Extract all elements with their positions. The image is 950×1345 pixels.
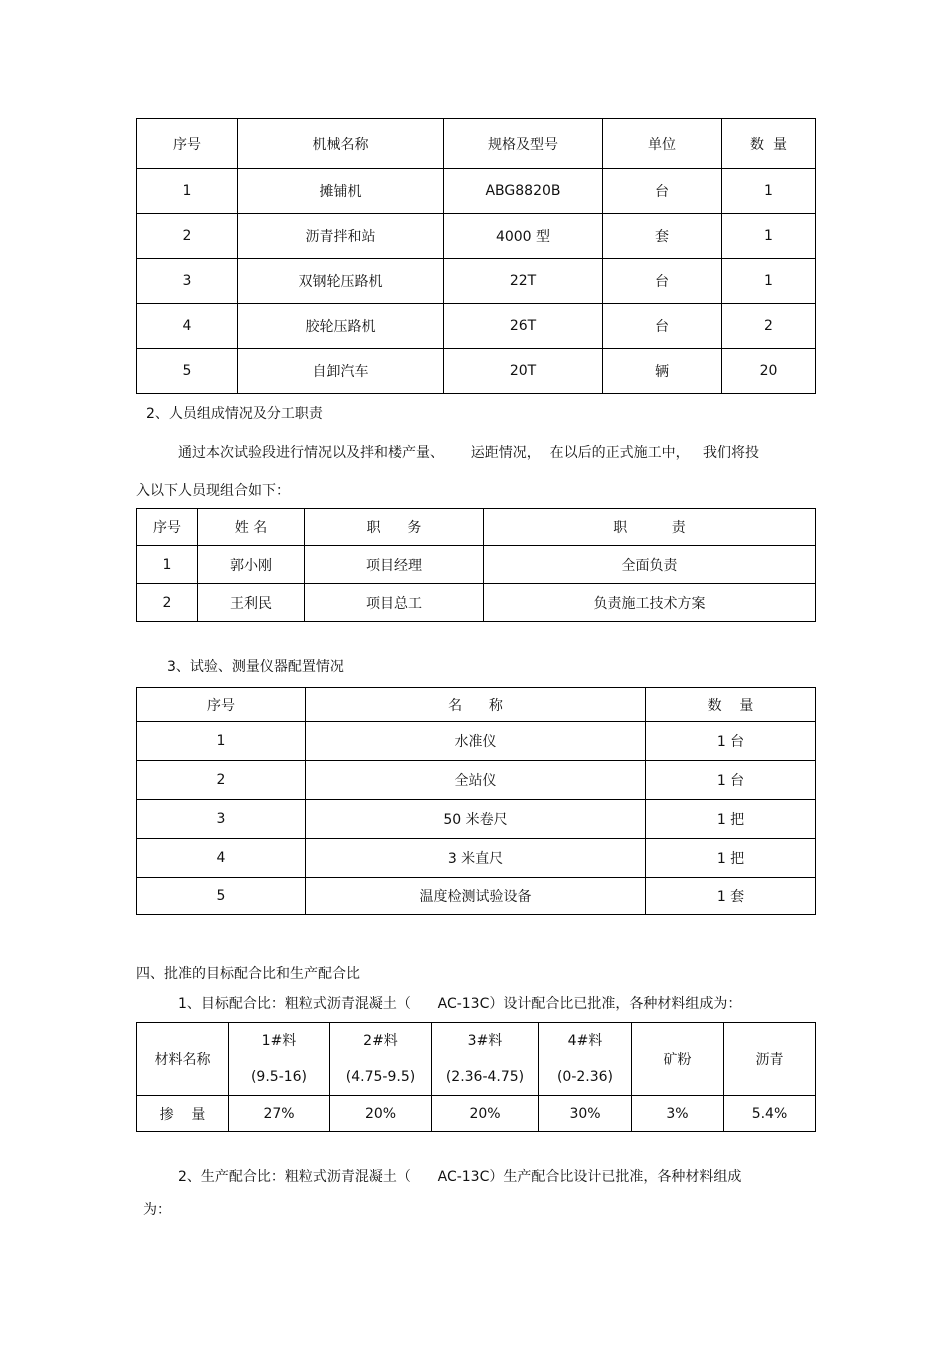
table-cell: 1 把 <box>646 800 816 839</box>
personnel-table <box>136 508 816 622</box>
header-cell: 职 责 <box>484 509 816 546</box>
header-cell: 矿粉 <box>632 1023 724 1096</box>
table-cell: 项目总工 <box>305 584 484 622</box>
table-cell: 辆 <box>603 349 722 394</box>
table-cell: ABG8820B <box>444 169 603 214</box>
header-cell <box>229 1023 330 1096</box>
table-cell: 郭小刚 <box>198 546 305 584</box>
table-cell: 4 <box>137 304 238 349</box>
instruments-table <box>136 687 816 915</box>
table-cell: 1 套 <box>646 878 816 915</box>
paragraph-line: 为： <box>143 1202 171 1218</box>
table-row <box>137 839 816 878</box>
table-cell: 2 <box>137 761 306 800</box>
header-cell: 序号 <box>137 119 238 169</box>
table-cell: 台 <box>603 304 722 349</box>
table-row <box>137 584 816 622</box>
table-row <box>137 546 816 584</box>
section-heading: 3、试验、测量仪器配置情况 <box>167 659 344 675</box>
table-cell: 5 <box>137 349 238 394</box>
header-cell: 机械名称 <box>238 119 444 169</box>
table-row <box>137 761 816 800</box>
table-cell: 1 <box>722 259 816 304</box>
table-cell: 1 <box>722 214 816 259</box>
table-cell: 沥青拌和站 <box>238 214 444 259</box>
paragraph-line: 通过本次试验段进行情况以及拌和楼产量、 运距情况， 在以后的正式施工中， 我们将投 <box>178 445 759 461</box>
table-cell: 50 米卷尺 <box>306 800 646 839</box>
table-cell: 3 <box>137 800 306 839</box>
table-cell: 22T <box>444 259 603 304</box>
table-row <box>137 214 816 259</box>
table-cell: 双钢轮压路机 <box>238 259 444 304</box>
header-cell: 序号 <box>137 688 306 722</box>
table-cell: 2 <box>722 304 816 349</box>
table-header-row <box>137 509 816 546</box>
header-cell <box>539 1023 632 1096</box>
table-cell: 2 <box>137 584 198 622</box>
table-cell: 1 台 <box>646 761 816 800</box>
material-range: (0-2.36) <box>556 1069 614 1085</box>
header-cell: 规格及型号 <box>444 119 603 169</box>
table-cell: 掺 量 <box>137 1096 229 1132</box>
material-name: 2#料 <box>363 1033 398 1049</box>
table-row <box>137 800 816 839</box>
header-cell: 姓 名 <box>198 509 305 546</box>
table-cell: 5 <box>137 878 306 915</box>
table-cell: 台 <box>603 169 722 214</box>
table-cell: 27% <box>229 1096 330 1132</box>
mix-table <box>136 1022 816 1132</box>
table-cell: 温度检测试验设备 <box>306 878 646 915</box>
table-cell: 1 台 <box>646 722 816 761</box>
table-cell: 4 <box>137 839 306 878</box>
table-cell: 26T <box>444 304 603 349</box>
header-cell <box>330 1023 432 1096</box>
machinery-table <box>136 118 816 394</box>
header-cell: 序号 <box>137 509 198 546</box>
material-name: 3#料 <box>467 1033 503 1049</box>
material-name: 4#料 <box>567 1033 603 1049</box>
table-cell: 20% <box>432 1096 539 1132</box>
paragraph-line: 入以下人员现组合如下： <box>136 483 290 499</box>
header-cell: 名 称 <box>306 688 646 722</box>
header-cell: 沥青 <box>724 1023 816 1096</box>
table-cell: 1 <box>137 546 198 584</box>
table-row <box>137 169 816 214</box>
table-row <box>137 878 816 915</box>
table-row <box>137 304 816 349</box>
table-header-row <box>137 688 816 722</box>
paragraph-line: 2、生产配合比：粗粒式沥青混凝土（ AC-13C）生产配合比设计已批准，各种材料组成 <box>178 1169 742 1185</box>
header-cell: 数 量 <box>646 688 816 722</box>
material-range: (4.75-9.5) <box>345 1069 416 1085</box>
material-range: (2.36-4.75) <box>445 1069 525 1085</box>
table-cell: 全面负责 <box>484 546 816 584</box>
table-cell: 3% <box>632 1096 724 1132</box>
table-cell: 台 <box>603 259 722 304</box>
table-cell: 1 把 <box>646 839 816 878</box>
section-heading: 2、人员组成情况及分工职责 <box>146 406 323 422</box>
table-cell: 水准仪 <box>306 722 646 761</box>
table-cell: 1 <box>722 169 816 214</box>
header-cell: 单位 <box>603 119 722 169</box>
table-cell: 王利民 <box>198 584 305 622</box>
header-cell: 材料名称 <box>137 1023 229 1096</box>
table-cell: 套 <box>603 214 722 259</box>
table-cell: 负责施工技术方案 <box>484 584 816 622</box>
table-cell: 4000 型 <box>444 214 603 259</box>
table-cell: 1 <box>137 169 238 214</box>
table-cell: 30% <box>539 1096 632 1132</box>
paragraph-line: 1、目标配合比：粗粒式沥青混凝土（ AC-13C）设计配合比已批准，各种材料组成为： <box>178 996 742 1012</box>
section-heading: 四、批准的目标配合比和生产配合比 <box>136 966 360 982</box>
table-cell: 5.4% <box>724 1096 816 1132</box>
material-range: (9.5-16) <box>250 1069 308 1085</box>
table-row <box>137 349 816 394</box>
table-header-row <box>137 119 816 169</box>
table-cell: 全站仪 <box>306 761 646 800</box>
table-row <box>137 259 816 304</box>
table-cell: 自卸汽车 <box>238 349 444 394</box>
header-cell <box>432 1023 539 1096</box>
header-cell: 数 量 <box>722 119 816 169</box>
table-row <box>137 1096 816 1132</box>
header-cell: 职 务 <box>305 509 484 546</box>
table-cell: 胶轮压路机 <box>238 304 444 349</box>
table-cell: 1 <box>137 722 306 761</box>
table-cell: 3 <box>137 259 238 304</box>
table-header-row <box>137 1023 816 1096</box>
table-cell: 2 <box>137 214 238 259</box>
table-cell: 3 米直尺 <box>306 839 646 878</box>
table-cell: 摊铺机 <box>238 169 444 214</box>
material-name: 1#料 <box>261 1033 297 1049</box>
table-row <box>137 722 816 761</box>
table-cell: 项目经理 <box>305 546 484 584</box>
table-cell: 20% <box>330 1096 432 1132</box>
table-cell: 20 <box>722 349 816 394</box>
table-cell: 20T <box>444 349 603 394</box>
